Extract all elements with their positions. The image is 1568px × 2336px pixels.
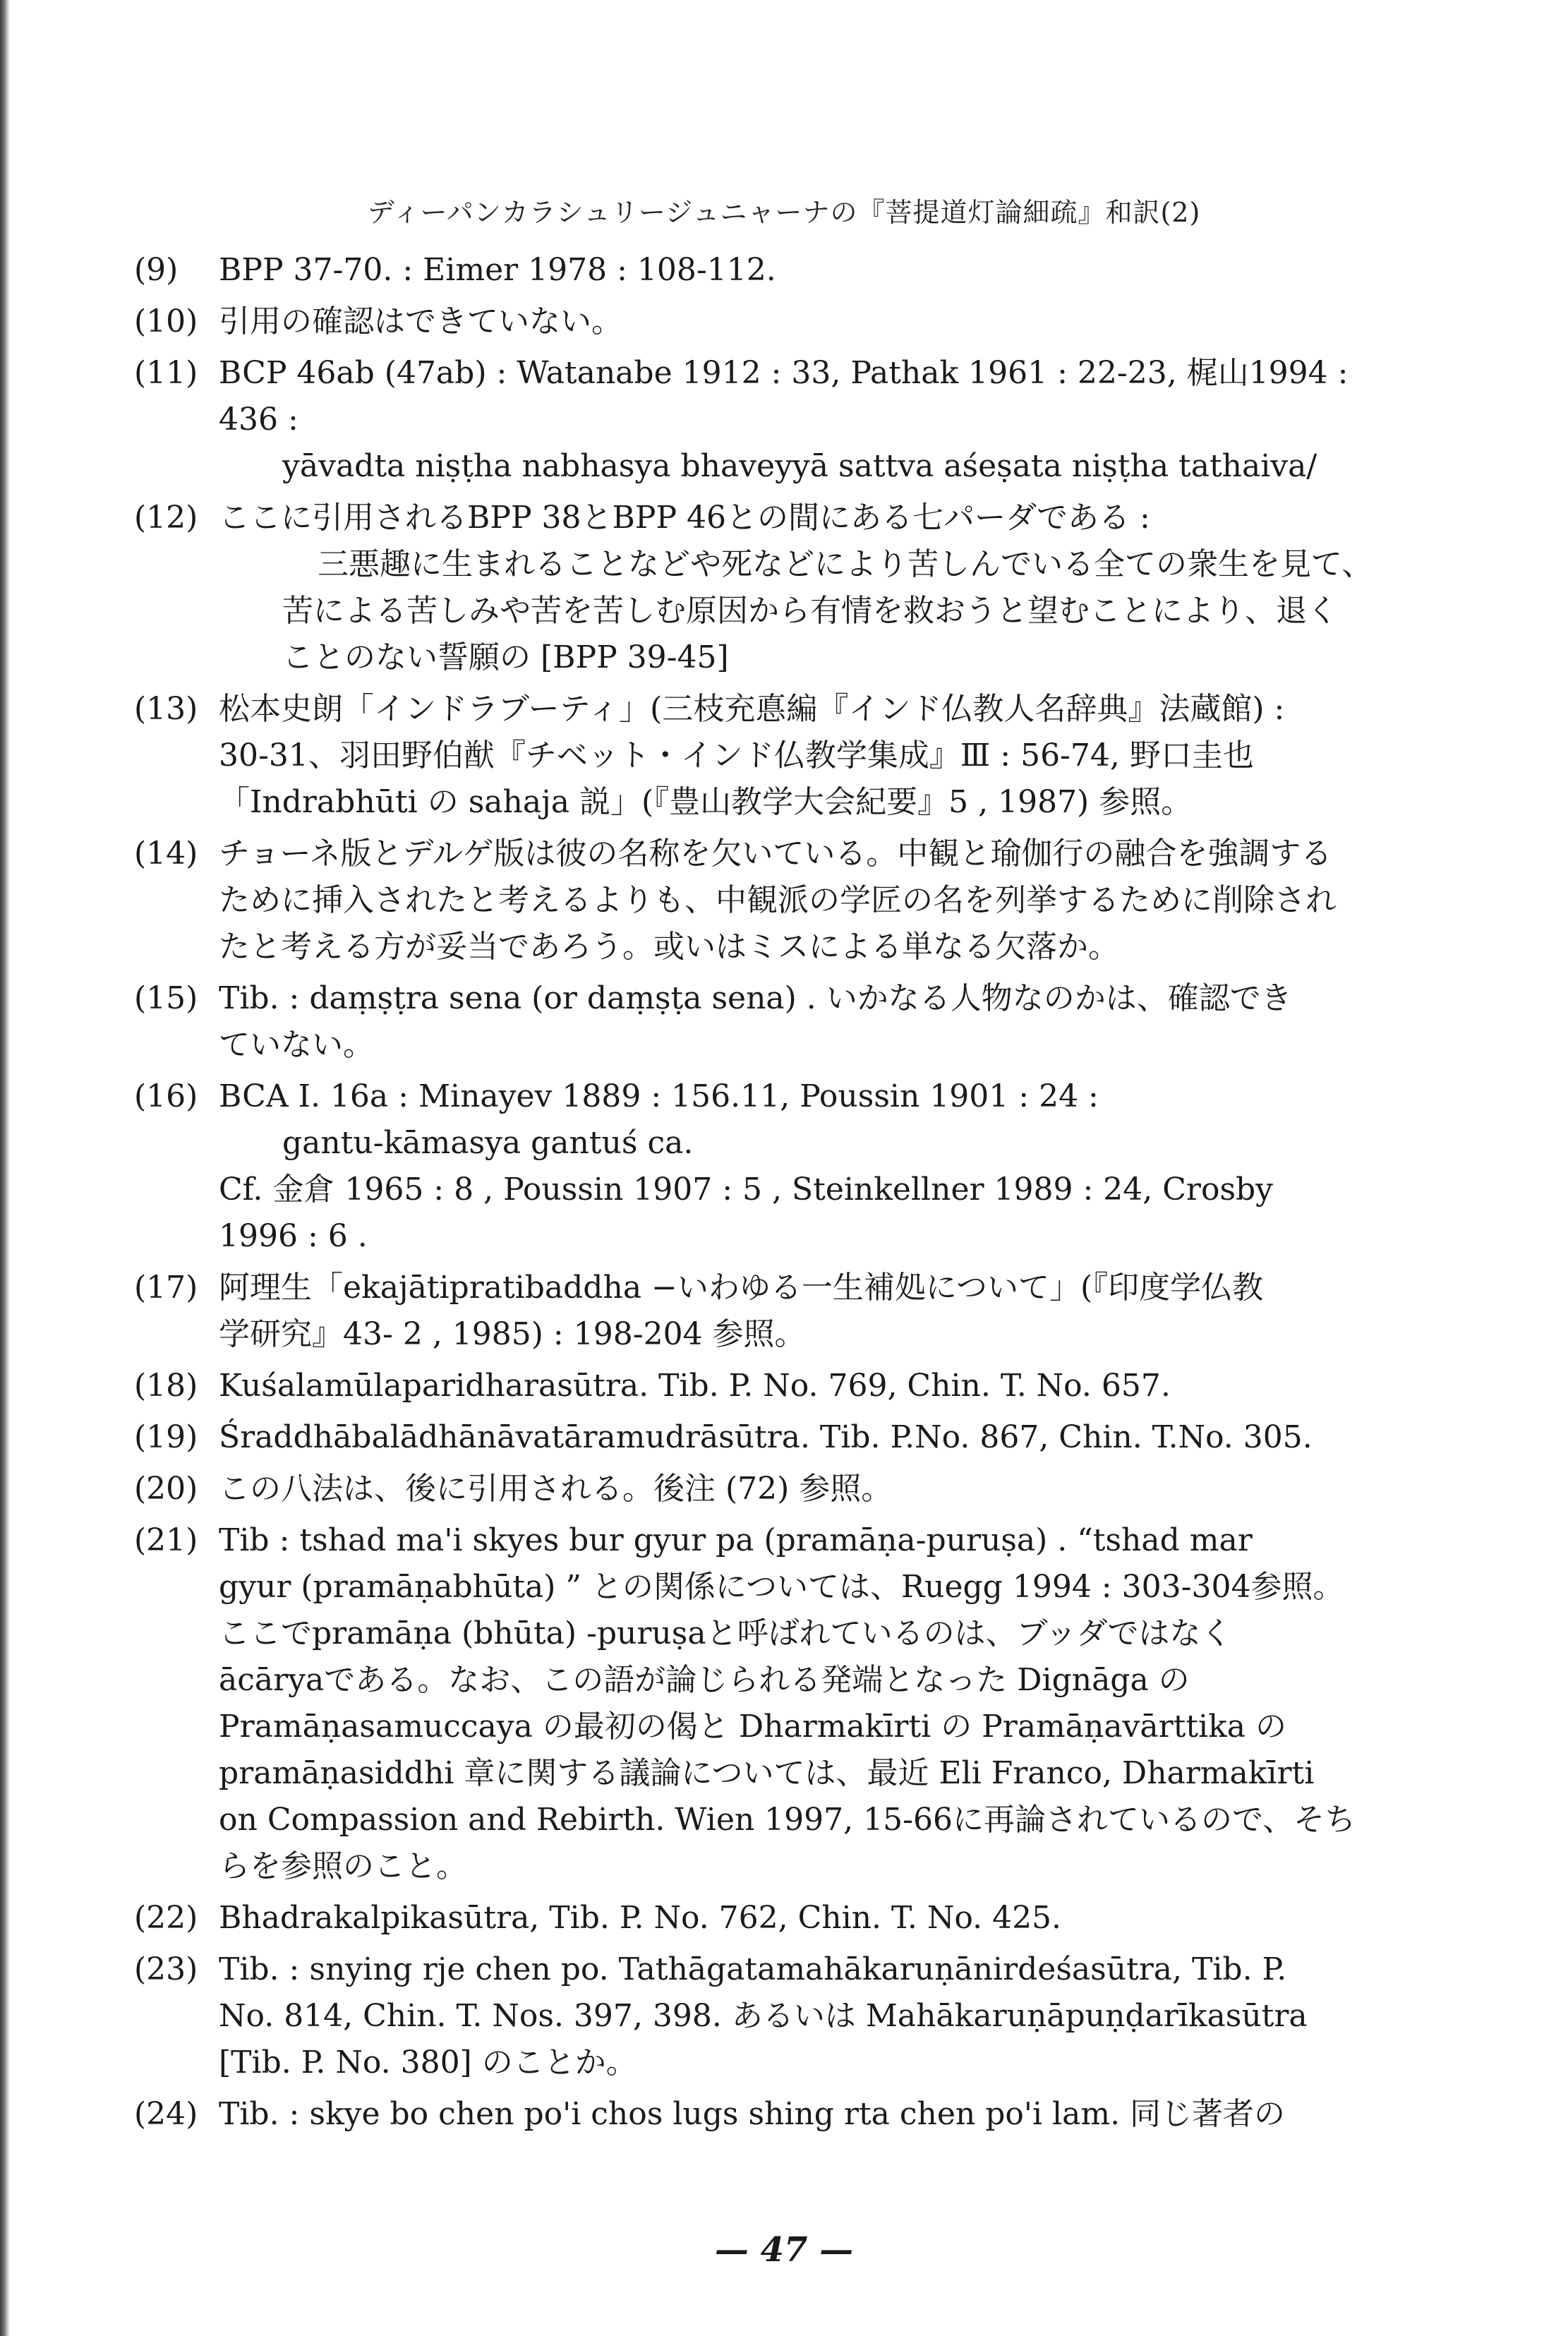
note-line: 1996 : 6 . <box>219 1218 368 1254</box>
note-line: Tib. : daṃṣṭra sena (or daṃṣṭa sena) . いかなる人物なのかは、確認でき <box>219 980 1292 1016</box>
note-22 <box>134 1895 1397 1941</box>
note-line: Tib. : snying rje chen po. Tathāgatamahākaruṇānirdeśasūtra, Tib. P. <box>219 1951 1287 1987</box>
note-line: この八法は、後に引用される。後注 (72) 参照。 <box>219 1471 893 1507</box>
note-19 <box>134 1414 1397 1461</box>
note-line: gyur (pramāṇabhūta) ” との関係については、Ruegg 1994 : 303-304参照。 <box>219 1569 1344 1605</box>
quote-line: 苦による苦しみや苦を苦しむ原因から有情を救おうと望むことにより、退く <box>282 593 1338 629</box>
note-number: (19) <box>134 1419 198 1455</box>
note-line: ここに引用されるBPP 38とBPP 46との間にある七パーダである : <box>219 500 1150 536</box>
note-line: Bhadrakalpikasūtra, Tib. P. No. 762, Chin. T. No. 425. <box>219 1900 1062 1936</box>
note-number: (20) <box>134 1471 198 1507</box>
note-line: ācāryaである。なお、この語が論じられる発端となった Dignāga の <box>219 1662 1190 1698</box>
note-line: 阿理生「ekajātipratibaddha −いわゆる一生補処について」(『印度学仏教 <box>219 1270 1264 1306</box>
note-16 <box>134 1073 1397 1260</box>
note-line: Tib. : skye bo chen po'i chos lugs shing rta chen po'i lam. 同じ著者の <box>219 2096 1286 2132</box>
note-number: (15) <box>134 980 198 1016</box>
note-line: No. 814, Chin. T. Nos. 397, 398. あるいは Mahākaruṇāpuṇḍarīkasūtra <box>219 1998 1308 2034</box>
note-number: (24) <box>134 2096 198 2132</box>
note-line: 引用の確認はできていない。 <box>219 303 622 339</box>
note-12 <box>134 495 1397 681</box>
note-21 <box>134 1517 1397 1890</box>
quote-line: 三悪趣に生まれることなどや死などにより苦しんでいる全ての衆生を見て、 <box>318 546 1373 582</box>
note-15 <box>134 975 1397 1068</box>
note-number: (21) <box>134 1522 198 1558</box>
note-line: ていない。 <box>219 1027 374 1063</box>
note-line: Śraddhābalādhānāvatāramudrāsūtra. Tib. P.No. 867, Chin. T.No. 305. <box>219 1419 1313 1455</box>
note-10 <box>134 299 1397 345</box>
note-11 <box>134 350 1397 490</box>
notes-list <box>134 247 1397 2143</box>
note-number: (14) <box>134 836 198 872</box>
note-line: Cf. 金倉 1965 : 8 , Poussin 1907 : 5 , Steinkellner 1989 : 24, Crosby <box>219 1172 1274 1208</box>
note-line: BCP 46ab (47ab) : Watanabe 1912 : 33, Pathak 1961 : 22-23, 梶山1994 : 436 : <box>219 355 1349 438</box>
note-line: Kuśalamūlaparidharasūtra. Tib. P. No. 769, Chin. T. No. 657. <box>219 1368 1171 1404</box>
note-number: (10) <box>134 303 198 339</box>
quote-line: ことのない誓願の [BPP 39-45] <box>282 639 729 675</box>
running-header: ディーパンカラシュリージュニャーナの『菩提道灯論細疏』和訳(2) <box>367 197 1201 228</box>
note-line: Pramāṇasamuccaya の最初の偈と Dharmakīrti の Pramāṇavārttika の <box>219 1709 1287 1745</box>
note-number: (18) <box>134 1368 198 1404</box>
note-24 <box>134 2091 1397 2138</box>
note-number: (23) <box>134 1951 198 1987</box>
note-number: (12) <box>134 500 198 536</box>
scan-binding-edge <box>0 0 10 2336</box>
note-line: 学研究』43- 2 , 1985) : 198-204 参照。 <box>219 1316 806 1352</box>
note-number: (9) <box>134 252 179 288</box>
page-number: — 47 — <box>714 2230 854 2270</box>
note-line: ここでpramāṇa (bhūta) -puruṣaと呼ばれているのは、ブッダではなく <box>219 1615 1232 1651</box>
note-17 <box>134 1265 1397 1358</box>
note-line: on Compassion and Rebirth. Wien 1997, 15-66に再論されているので、そち <box>219 1802 1356 1838</box>
note-number: (16) <box>134 1078 198 1114</box>
sanskrit-quote: gantu-kāmasya gantuś ca. <box>282 1125 694 1161</box>
note-line: BCA I. 16a : Minayev 1889 : 156.11, Poussin 1901 : 24 : <box>219 1078 1099 1114</box>
note-line: らを参照のこと。 <box>219 1848 467 1884</box>
sanskrit-quote: yāvadta niṣṭha nabhasya bhaveyyā sattva aśeṣata niṣṭha tathaiva/ <box>282 448 1317 484</box>
note-number: (13) <box>134 691 198 727</box>
note-line: 松本史朗「インドラブーティ」(三枝充悳編『インド仏教人名辞典』法蔵館) : <box>219 691 1285 727</box>
note-14 <box>134 831 1397 970</box>
note-line: pramāṇasiddhi 章に関する議論については、最近 Eli Franco, Dharmakīrti <box>219 1755 1315 1791</box>
note-line: たと考える方が妥当であろう。或いはミスによる単なる欠落か。 <box>219 929 1119 965</box>
note-line: チョーネ版とデルゲ版は彼の名称を欠いている。中観と瑜伽行の融合を強調する <box>219 836 1332 872</box>
note-20 <box>134 1466 1397 1512</box>
note-23 <box>134 1946 1397 2086</box>
note-line: [Tib. P. No. 380] のことか。 <box>219 2045 637 2081</box>
note-number: (11) <box>134 355 198 391</box>
note-line: 30-31、羽田野伯猷『チベット・インド仏教学集成』Ⅲ : 56-74, 野口圭也 <box>219 737 1254 773</box>
note-number: (22) <box>134 1900 198 1936</box>
note-13 <box>134 686 1397 826</box>
note-9 <box>134 247 1397 294</box>
note-line: Tib : tshad ma'i skyes bur gyur pa (pramāṇa-puruṣa) . “tshad mar <box>219 1522 1253 1558</box>
note-18 <box>134 1363 1397 1409</box>
note-line: BPP 37-70. : Eimer 1978 : 108-112. <box>219 252 776 288</box>
note-number: (17) <box>134 1270 198 1306</box>
note-line: 「Indrabhūti の sahaja 説」(『豊山教学大会紀要』5 , 1987) 参照。 <box>219 784 1193 820</box>
note-line: ために挿入されたと考えるよりも、中観派の学匠の名を列挙するために削除され <box>219 882 1337 918</box>
